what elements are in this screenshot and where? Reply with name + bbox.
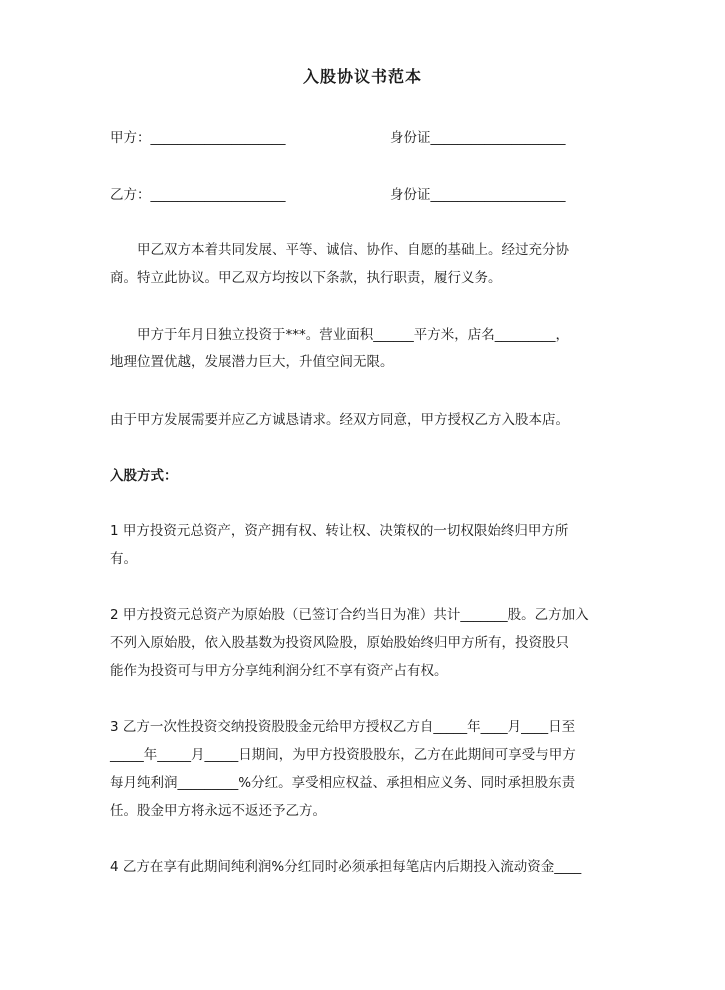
- paragraph-line: 2 甲方投资元总资产为原始股（已签订合约当日为准）共计_______股。乙方加入: [110, 607, 589, 623]
- party-a-id-field: 身份证____________________: [390, 130, 566, 146]
- document-title: 入股协议书范本: [302, 67, 422, 86]
- paragraph-line: 任。股金甲方将永远不返还予乙方。: [110, 803, 326, 819]
- paragraph-line: 甲方于年月日独立投资于***。营业面积______平方米，店名_________，: [110, 327, 569, 343]
- paragraph-line: 有。: [110, 551, 137, 567]
- paragraph-line: 每月纯利润_________%分红。享受相应权益、承担相应义务、同时承担股东责: [110, 775, 576, 791]
- paragraph-line: _____年_____月_____日期间，为甲方投资股股东，乙方在此期间可享受与甲方: [110, 747, 576, 763]
- paragraph-line: 4 乙方在享有此期间纯利润%分红同时必须承担每笔店内后期投入流动资金____: [110, 859, 582, 875]
- party-a-field: 甲方：____________________: [110, 130, 286, 146]
- paragraph-line: 3 乙方一次性投资交纳投资股股金元给甲方授权乙方自_____年____月____日至: [110, 719, 576, 735]
- paragraph-line: 1 甲方投资元总资产，资产拥有权、转让权、决策权的一切权限始终归甲方所: [110, 523, 569, 539]
- section-heading: 入股方式：: [110, 468, 178, 484]
- paragraph-line: 甲乙双方本着共同发展、平等、诚信、协作、自愿的基础上。经过充分协: [110, 242, 569, 258]
- paragraph-line: 能作为投资可与甲方分享纯利润分红不享有资产占有权。: [110, 663, 448, 679]
- paragraph-line: 不列入原始股，依入股基数为投资风险股，原始股始终归甲方所有，投资股只: [110, 635, 569, 651]
- paragraph-line: 商。特立此协议。甲乙双方均按以下条款，执行职责，履行义务。: [110, 270, 502, 286]
- party-b-id-field: 身份证____________________: [390, 187, 566, 203]
- party-b-field: 乙方：____________________: [110, 187, 286, 203]
- paragraph-line: 由于甲方发展需要并应乙方诚恳请求。经双方同意，甲方授权乙方入股本店。: [110, 412, 569, 428]
- paragraph-line: 地理位置优越，发展潜力巨大，升值空间无限。: [110, 354, 394, 370]
